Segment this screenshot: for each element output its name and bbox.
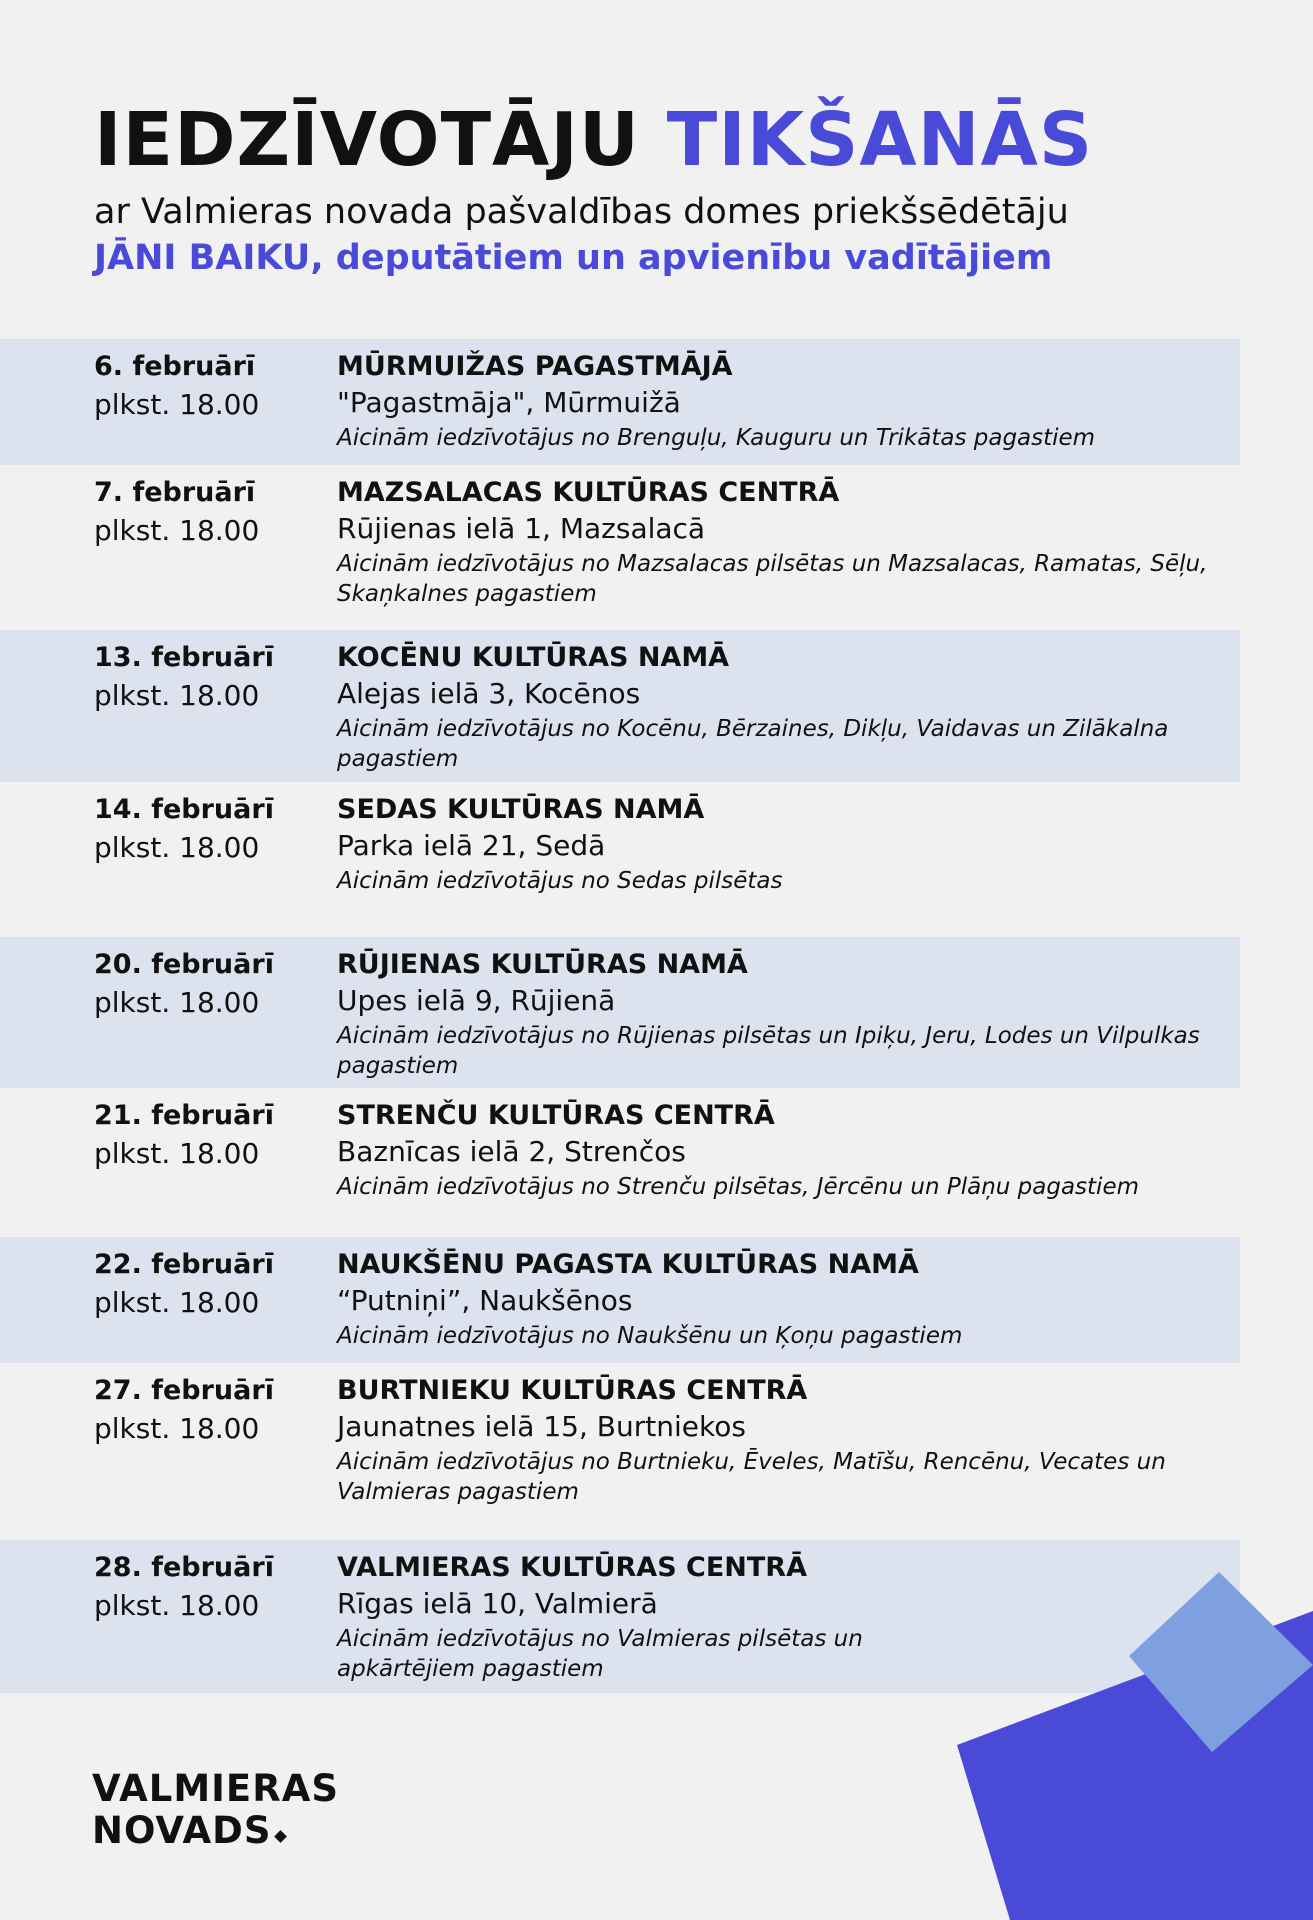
event-address: Baznīcas ielā 2, Strenčos — [337, 1135, 686, 1168]
event-row — [0, 1363, 1240, 1540]
event-address: Jaunatnes ielā 15, Burtniekos — [337, 1410, 746, 1443]
event-note: Aicinām iedzīvotājus no Kocēnu, Bērzaines, Dikļu, Vaidavas un Zilākalna pagastiem — [337, 716, 1169, 772]
event-note: Aicinām iedzīvotājus no Rūjienas pilsētas un Ipiķu, Jeru, Lodes un Vilpulkas pagastiem — [337, 1023, 1200, 1079]
event-date: 28. februārī — [94, 1552, 274, 1583]
event-venue: RŪJIENAS KULTŪRAS NAMĀ — [337, 949, 748, 980]
event-row — [0, 1540, 1240, 1693]
event-venue: STRENČU KULTŪRAS CENTRĀ — [337, 1100, 775, 1131]
event-address: "Pagastmāja", Mūrmuižā — [337, 386, 681, 419]
event-venue: VALMIERAS KULTŪRAS CENTRĀ — [337, 1552, 807, 1583]
event-note: Aicinām iedzīvotājus no Sedas pilsētas — [337, 868, 783, 894]
event-note: Aicinām iedzīvotājus no Mazsalacas pilsētas un Mazsalacas, Ramatas, Sēļu, Skaņkalnes pagastiem — [337, 551, 1208, 607]
event-details — [337, 1550, 1237, 1684]
event-venue: KOCĒNU KULTŪRAS NAMĀ — [337, 642, 730, 673]
event-details — [337, 792, 1237, 896]
event-venue: MAZSALACAS KULTŪRAS CENTRĀ — [337, 477, 840, 508]
event-address: Alejas ielā 3, Kocēnos — [337, 677, 641, 710]
event-address: “Putniņi”, Naukšēnos — [337, 1284, 633, 1317]
logo-line2-text: NOVADS — [92, 1809, 272, 1852]
event-time: plkst. 18.00 — [94, 679, 260, 712]
event-note: Aicinām iedzīvotājus no Brenguļu, Kauguru un Trikātas pagastiem — [337, 425, 1096, 451]
event-details — [337, 349, 1237, 453]
event-note: Aicinām iedzīvotājus no Valmieras pilsētas un apkārtējiem pagastiem — [337, 1626, 863, 1682]
valmieras-novads-logo — [92, 1768, 339, 1852]
event-details — [337, 1247, 1237, 1351]
event-venue: MŪRMUIŽAS PAGASTMĀJĀ — [337, 351, 733, 382]
event-row — [0, 339, 1240, 465]
event-date: 7. februārī — [94, 477, 256, 508]
event-time: plkst. 18.00 — [94, 1589, 260, 1622]
event-address: Parka ielā 21, Sedā — [337, 829, 606, 862]
event-time: plkst. 18.00 — [94, 1137, 260, 1170]
event-row — [0, 1237, 1240, 1363]
event-date: 21. februārī — [94, 1100, 274, 1131]
poster-subtitle: ar Valmieras novada pašvaldības domes priekšsēdētāju — [94, 192, 1069, 232]
event-time: plkst. 18.00 — [94, 1412, 260, 1445]
event-row — [0, 937, 1240, 1088]
event-note: Aicinām iedzīvotājus no Strenču pilsētas, Jērcēnu un Plāņu pagastiem — [337, 1174, 1140, 1200]
event-details — [337, 1373, 1237, 1507]
event-details — [337, 640, 1237, 774]
event-address: Upes ielā 9, Rūjienā — [337, 984, 616, 1017]
event-time: plkst. 18.00 — [94, 1286, 260, 1319]
event-row — [0, 782, 1240, 937]
event-details — [337, 475, 1237, 609]
event-venue: NAUKŠĒNU PAGASTA KULTŪRAS NAMĀ — [337, 1249, 919, 1280]
event-time: plkst. 18.00 — [94, 514, 260, 547]
event-row — [0, 630, 1240, 782]
event-date: 6. februārī — [94, 351, 256, 382]
event-date: 14. februārī — [94, 794, 274, 825]
event-time: plkst. 18.00 — [94, 986, 260, 1019]
event-details — [337, 1098, 1237, 1202]
poster-header — [94, 96, 1093, 282]
event-address: Rūjienas ielā 1, Mazsalacā — [337, 512, 706, 545]
event-address: Rīgas ielā 10, Valmierā — [337, 1587, 658, 1620]
event-time: plkst. 18.00 — [94, 388, 260, 421]
event-list — [0, 339, 1240, 1693]
logo-diamond-icon — [274, 1830, 287, 1843]
event-date: 20. februārī — [94, 949, 274, 980]
event-date: 13. februārī — [94, 642, 274, 673]
event-note: Aicinām iedzīvotājus no Burtnieku, Ēveles, Matīšu, Rencēnu, Vecates un Valmieras pagastiem — [337, 1449, 1166, 1505]
event-row — [0, 1088, 1240, 1237]
title-highlight: TIKŠANĀS — [666, 97, 1094, 183]
event-note: Aicinām iedzīvotājus no Naukšēnu un Ķoņu pagastiem — [337, 1323, 963, 1349]
event-date: 27. februārī — [94, 1375, 274, 1406]
event-time: plkst. 18.00 — [94, 831, 260, 864]
logo-line2 — [92, 1810, 339, 1852]
event-details — [337, 947, 1237, 1081]
event-row — [0, 465, 1240, 630]
title-main: IEDZĪVOTĀJU — [94, 97, 640, 183]
event-venue: SEDAS KULTŪRAS NAMĀ — [337, 794, 705, 825]
event-venue: BURTNIEKU KULTŪRAS CENTRĀ — [337, 1375, 808, 1406]
logo-line1: VALMIERAS — [92, 1767, 339, 1810]
poster-title — [94, 96, 1093, 184]
poster-subtitle-highlight: JĀNI BAIKU, deputātiem un apvienību vadītājiem — [94, 238, 1053, 278]
event-date: 22. februārī — [94, 1249, 274, 1280]
